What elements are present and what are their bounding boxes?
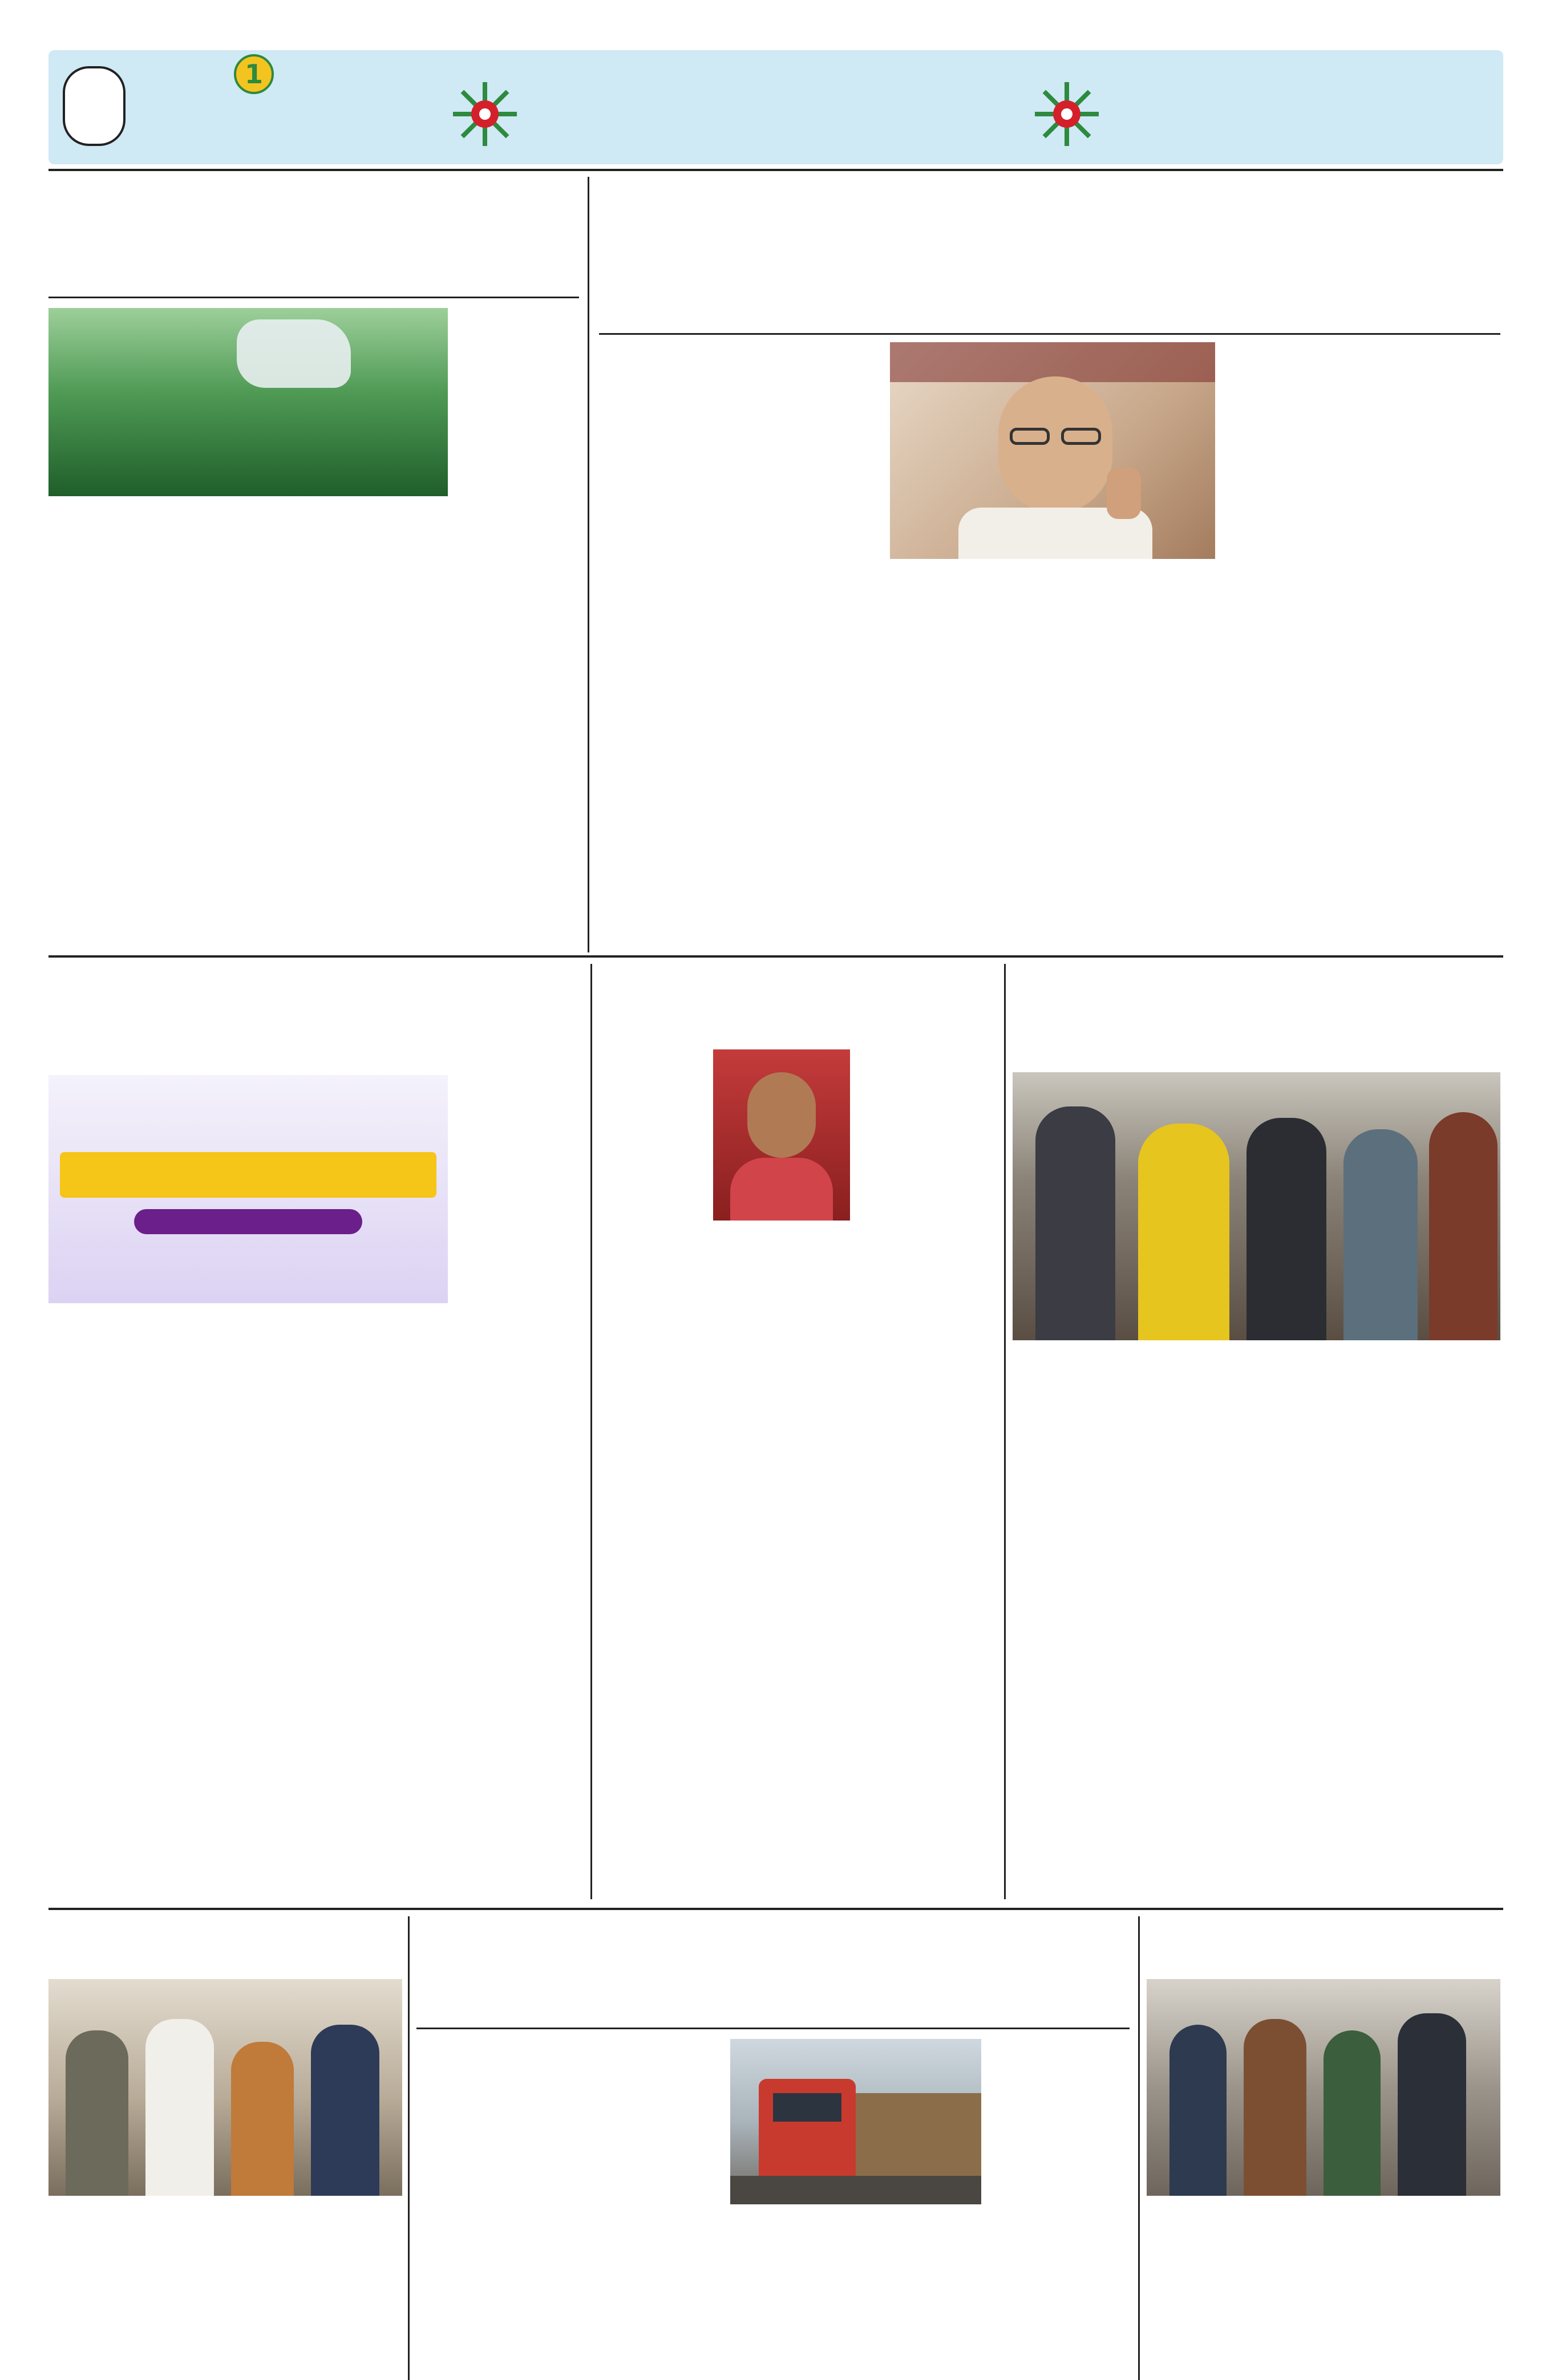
sahara-logo (154, 54, 371, 163)
banner-title (60, 1152, 436, 1198)
lead-headline (599, 184, 1500, 275)
train-body-side (990, 2059, 1130, 2204)
municipal-headline (48, 184, 579, 246)
khadi-body-side (456, 1115, 582, 1303)
train-subheadline (416, 1985, 1130, 2025)
lead-body-col-under-photo (890, 570, 1215, 947)
police-arrest-photo (1147, 1979, 1500, 2196)
double-decker-subheadline (1013, 1032, 1500, 1067)
municipal-subheadline (48, 256, 579, 290)
double-decker-body (1013, 1369, 1500, 1899)
sports-centre-body-side (861, 1069, 998, 1221)
lead-subheadline (599, 283, 1500, 329)
train-headline (416, 1916, 1130, 1979)
double-decker-headline (1013, 964, 1500, 1027)
banner-dates (134, 1209, 362, 1234)
sports-officer-portrait (713, 1049, 850, 1221)
bihar-map-icon (237, 319, 351, 388)
sports-centre-body (599, 1229, 998, 1899)
amit-shah-body (48, 2221, 402, 2380)
police-headline (1147, 1916, 1500, 1973)
decor-flower-icon-left (451, 80, 519, 148)
khadi-subheadline (48, 1032, 582, 1067)
amit-shah-headline (48, 1916, 402, 1973)
police-body (1147, 2221, 1500, 2380)
khadi-headline (48, 964, 582, 1027)
lead-body-col-left (599, 342, 879, 947)
train-photo (730, 2039, 981, 2204)
khadi-body (48, 1312, 582, 1899)
double-decker-crowd-photo (1013, 1072, 1500, 1340)
municipal-election-graphic (48, 308, 448, 496)
train-body-left (416, 2039, 722, 2204)
lead-body-col-right (1227, 365, 1500, 947)
nitish-kumar-photo (890, 342, 1215, 559)
page-number-badge (63, 66, 126, 146)
municipal-body-side (456, 328, 579, 496)
sports-centre-subheadline (599, 1012, 998, 1041)
logo-emblem-icon: 1 (234, 54, 274, 94)
municipal-body (48, 505, 579, 947)
train-body (416, 2213, 1130, 2380)
khadi-mela-banner (48, 1075, 448, 1303)
sports-centre-headline (599, 964, 998, 1009)
protest-effigy-photo (48, 1979, 402, 2196)
masthead-divider (48, 169, 1503, 171)
sports-centre-body-left (599, 1049, 705, 1221)
decor-flower-icon-right (1033, 80, 1101, 148)
